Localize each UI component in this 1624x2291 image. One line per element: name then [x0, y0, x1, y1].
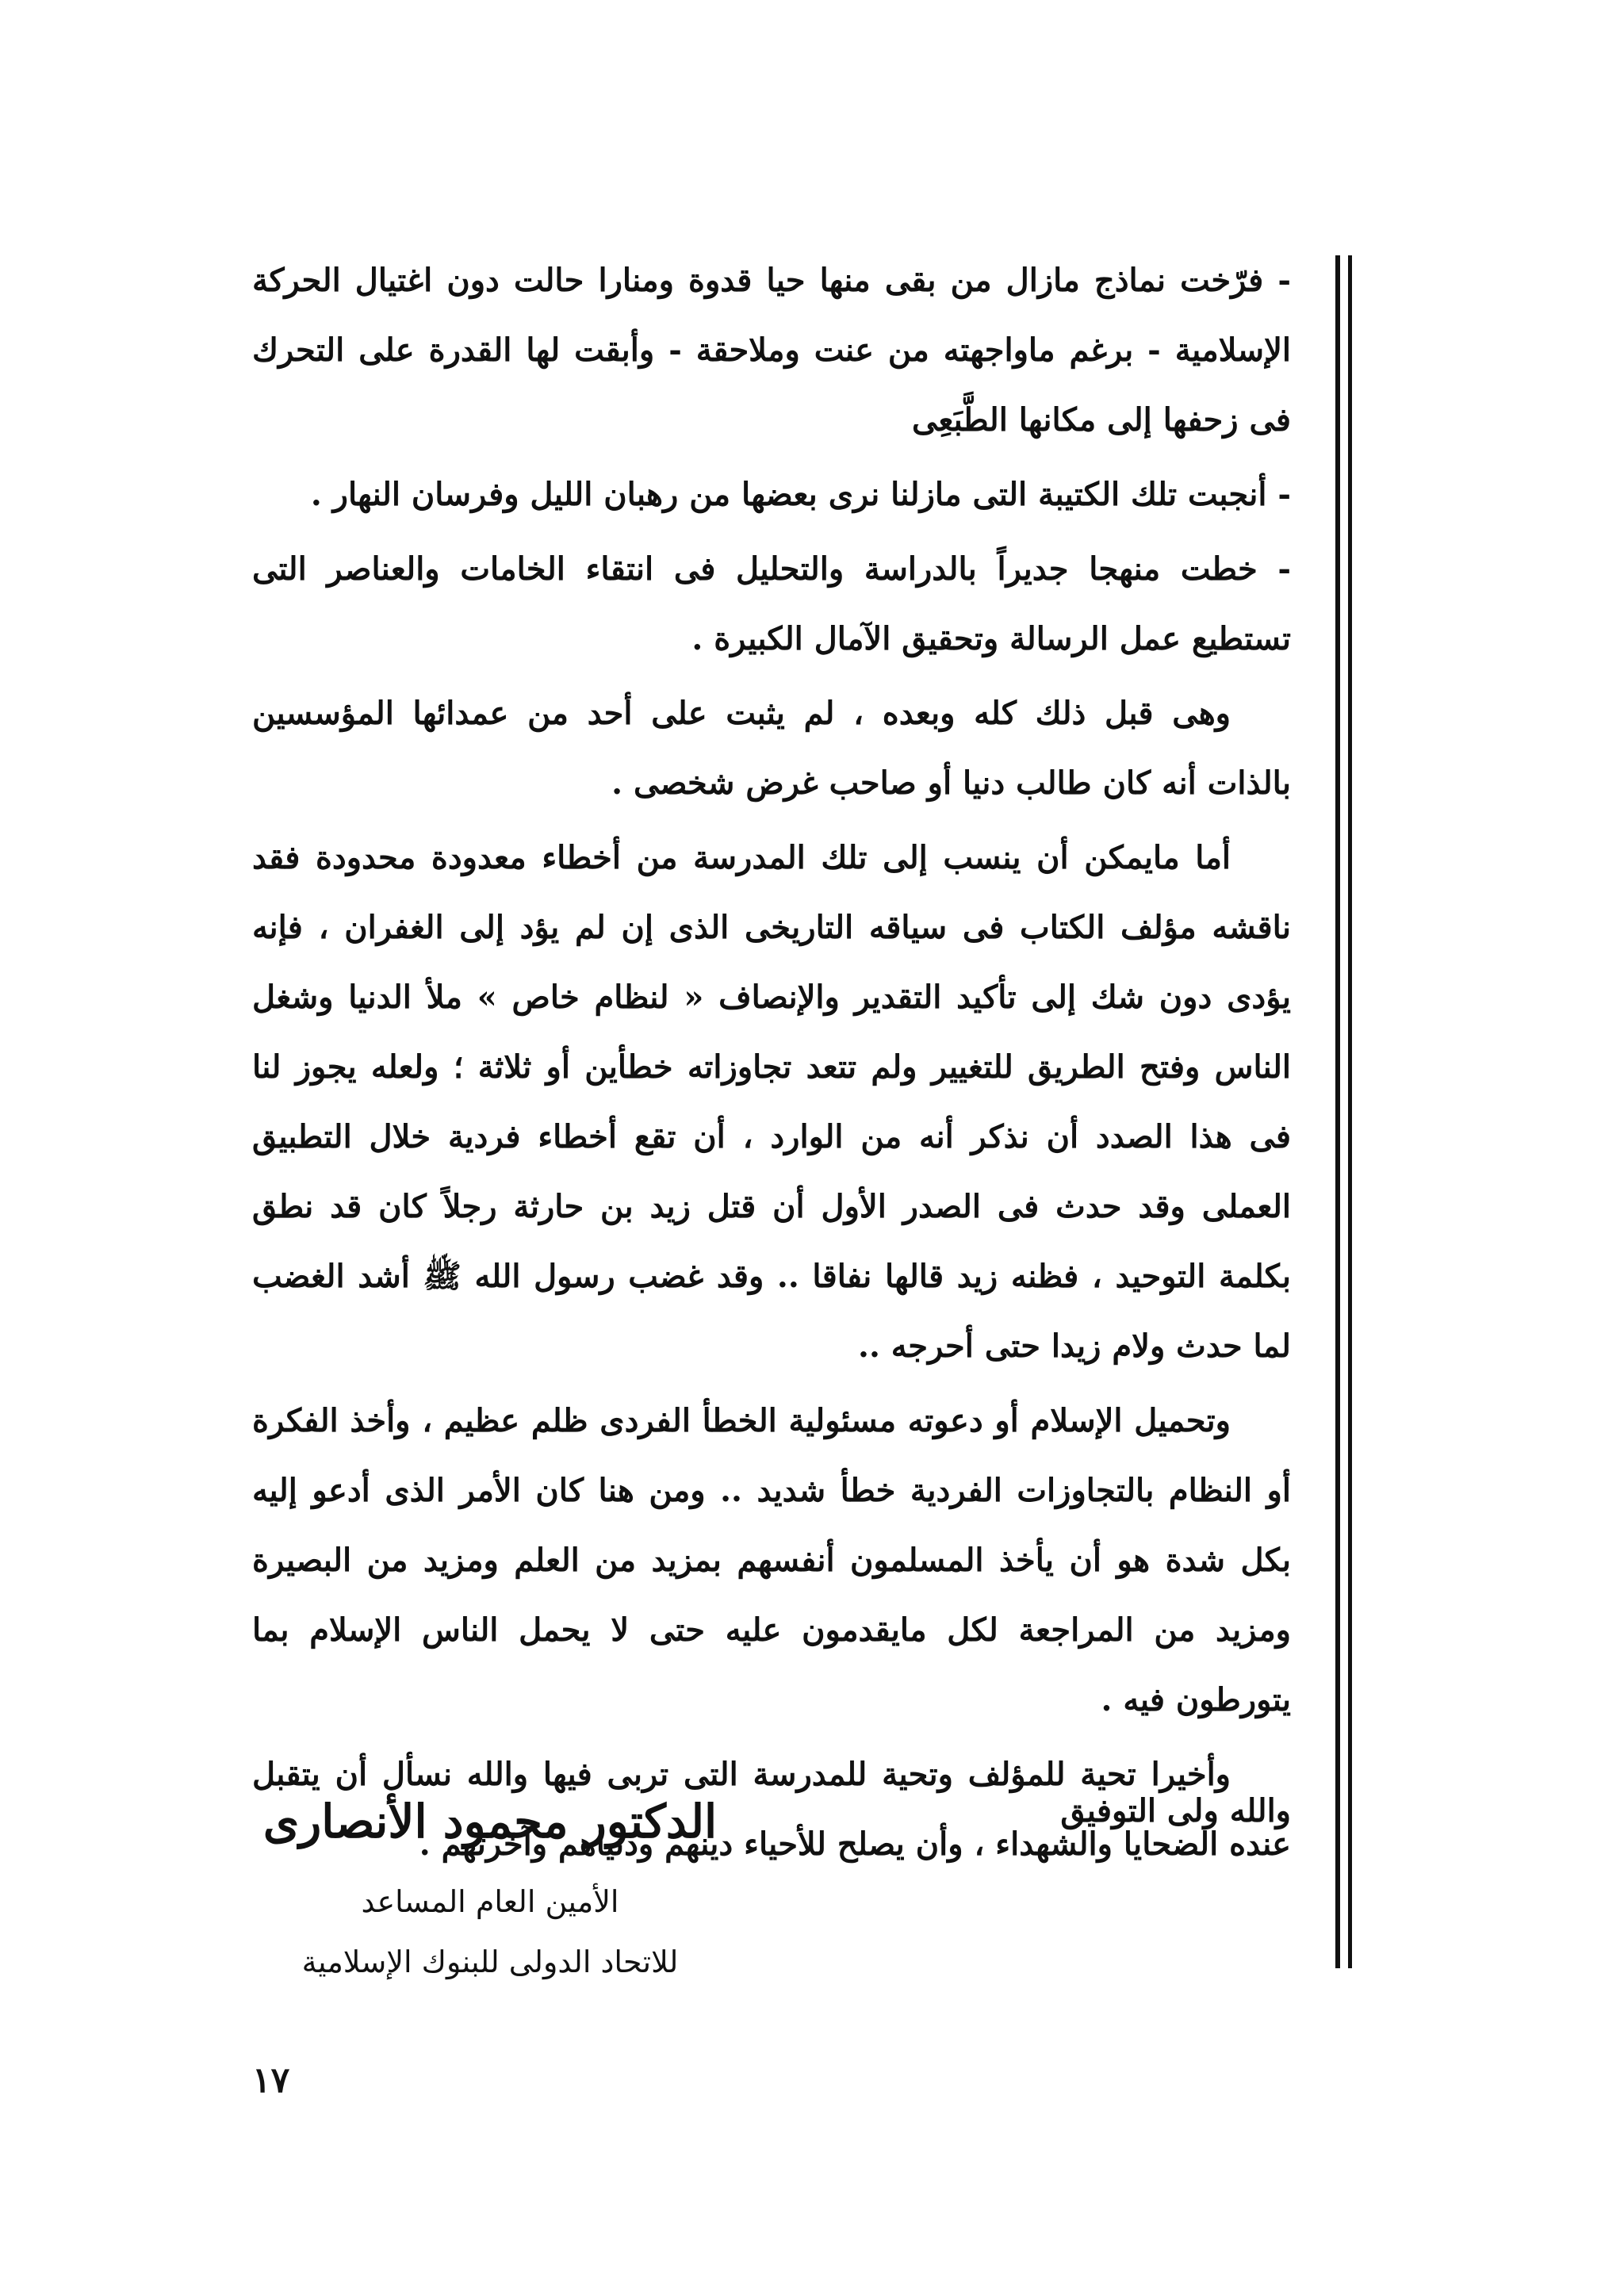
- paragraph-5: أما مايمكن أن ينسب إلى تلك المدرسة من أخطاء معدودة محدودة فقد ناقشه مؤلف الكتاب فى سياقه التاريخى الذى إن لم يؤد إلى الغفران ، فإنه يؤدى دون شك إلى تأكيد التقدير والإنصاف « لنظام خاص » ملأ الدنيا وشغل الناس وفتح الطريق للتغيير ولم تتعد تجاوزاته خطأين أو ثلاثة ؛ ولعله يجوز لنا فى هذا الصدد أن نذكر أنه من الوارد ، أن تقع أخطاء فردية خلال التطبيق العملى وقد حدث فى الصدر الأول أن قتل زيد بن حارثة رجلاً كان قد نطق بكلمة التوحيد ، فظنه زيد قالها نفاقا .. وقد غضب رسول الله ﷺ أشد الغضب لما حدث ولام زيدا حتى أحرجه ..: [252, 839, 1292, 1365]
- signature-role: الأمين العام المساعد: [361, 1884, 619, 1919]
- closing-block: [252, 1786, 1291, 2040]
- paragraph-1: - فرّخت نماذج مازال من بقى منها حيا قدوة ومنارا حالت دون اغتيال الحركة الإسلامية - برغم ماواجهته من عنت وملاحقة - وأبقت لها القدرة على التحرك فى زحفها إلى مكانها الطَّبَعِى: [252, 262, 1291, 439]
- paragraph-3: - خطت منهجا جديراً بالدراسة والتحليل فى انتقاء الخامات والعناصر التى تستطيع عمل الرسالة وتحقيق الآمال الكبيرة .: [252, 550, 1291, 657]
- signature-name: الدكتور محمود الأنصارى: [262, 1795, 718, 1849]
- paragraph-2: - أنجبت تلك الكتيبة التى مازلنا نرى بعضها من رهبان الليل وفرسان النهار .: [310, 476, 1291, 513]
- paragraph-6: وتحميل الإسلام أو دعوته مسئولية الخطأ الفردى ظلم عظيم ، وأخذ الفكرة أو النظام بالتجاوزات الفردية خطأ شديد .. ومن هنا كان الأمر الذى أدعو إليه بكل شدة هو أن يأخذ المسلمون أنفسهم بمزيد من العلم ومزيد من البصيرة ومزيد من المراجعة لكل مايقدمون عليه حتى لا يحمل الناس الإسلام بما يتورطون فيه .: [252, 1402, 1291, 1718]
- paragraph-7: وأخيرا تحية للمؤلف وتحية للمدرسة التى تربى فيها والله نسأل أن يتقبل عنده الضحايا والشهداء ، وأن يصلح للأحياء دينهم ودنياهم وآخرتهم .: [252, 1756, 1291, 1863]
- body-text: [252, 246, 1291, 1884]
- page-number: ١٧: [252, 2060, 290, 2101]
- signature-block: [252, 1786, 728, 1992]
- closing-phrase: والله ولى التوفيق: [1060, 1792, 1291, 1829]
- signature-organization: للاتحاد الدولى للبنوك الإسلامية: [301, 1944, 679, 1979]
- margin-rule-inner: [1335, 255, 1340, 1968]
- margin-rule-outer: [1348, 255, 1352, 1968]
- paragraph-4: وهى قبل ذلك كله وبعده ، لم يثبت على أحد من عمدائها المؤسسين بالذات أنه كان طالب دنيا أو صاحب غرض شخصى .: [252, 695, 1291, 802]
